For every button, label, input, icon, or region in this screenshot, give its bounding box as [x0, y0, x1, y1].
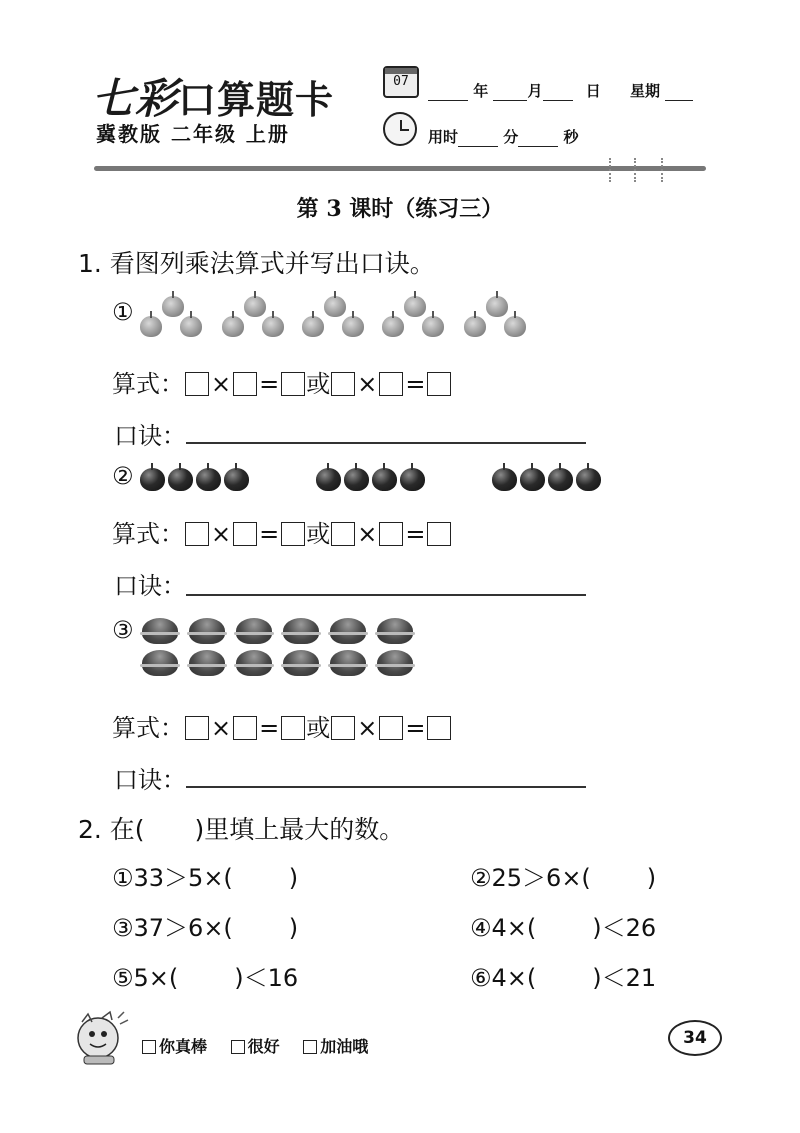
checkbox[interactable]: [303, 1040, 317, 1054]
apple-icon: [316, 468, 341, 491]
rating-option-keep-going[interactable]: [303, 1037, 368, 1056]
bun-icon: [236, 650, 272, 676]
rating-label: 你真棒: [159, 1037, 208, 1056]
answer-box[interactable]: [233, 522, 257, 546]
seconds-label: 秒: [563, 128, 579, 146]
apple-icon: [486, 296, 508, 317]
q2-item-4: [470, 908, 656, 943]
q2-item-2: [470, 858, 656, 893]
bun-icon: [142, 650, 178, 676]
equals-sign: =: [259, 520, 280, 548]
rating-label: 很好: [247, 1037, 280, 1056]
or-label: 或: [306, 370, 331, 398]
month-blank[interactable]: [493, 85, 527, 101]
question-1-prompt: 1. 看图列乘法算式并写出口诀。: [78, 249, 435, 278]
apple-icon: [262, 316, 284, 337]
bun-grid: [142, 618, 422, 682]
equals-sign: =: [259, 370, 280, 398]
clock-icon: [383, 112, 417, 146]
apple-icon: [302, 316, 324, 337]
answer-box[interactable]: [331, 716, 355, 740]
q2-item-text: )＜16: [234, 964, 299, 992]
answer-box[interactable]: [233, 716, 257, 740]
rhyme-answer-line[interactable]: [186, 786, 586, 788]
q2-item-text: )＜21: [592, 964, 657, 992]
minutes-label: 分: [503, 128, 519, 146]
times-sign: ×: [357, 714, 378, 742]
apple-icon: [344, 468, 369, 491]
checkbox[interactable]: [142, 1040, 156, 1054]
calendar-day: 07: [393, 74, 409, 89]
divider-tick: [660, 158, 664, 182]
bun-icon: [142, 618, 178, 644]
q2-item-text: ③37＞6×(: [112, 914, 233, 942]
apple-icon: [140, 316, 162, 337]
bun-icon: [330, 650, 366, 676]
answer-box[interactable]: [185, 716, 209, 740]
or-label: 或: [306, 520, 331, 548]
q2-item-text: ): [288, 864, 299, 892]
rating-option-great[interactable]: [142, 1037, 207, 1056]
divider-tick: [633, 158, 637, 182]
time-label: 用时: [428, 128, 459, 146]
lesson-title: 第 3 课时（练习三）: [296, 196, 504, 222]
q2-item-text: ⑥4×(: [470, 964, 537, 992]
apple-icon: [504, 316, 526, 337]
q2-item-6: [470, 958, 656, 993]
answer-box[interactable]: [331, 522, 355, 546]
rhyme-label: 口诀：: [114, 766, 186, 794]
time-row: [428, 126, 579, 147]
answer-box[interactable]: [427, 372, 451, 396]
date-row: [428, 80, 693, 101]
apple-groups: [140, 294, 540, 344]
q2-item-text: ): [646, 864, 657, 892]
apple-icon: [404, 296, 426, 317]
self-rating: [142, 1034, 386, 1057]
brand-rest: 口算题卡: [178, 77, 335, 122]
divider-tick: [608, 158, 612, 182]
answer-box[interactable]: [281, 522, 305, 546]
day-label: 日: [585, 82, 601, 100]
times-sign: ×: [357, 370, 378, 398]
answer-box[interactable]: [331, 372, 355, 396]
mascot-icon: [72, 1008, 132, 1068]
dark-apple-groups: [140, 464, 610, 494]
q2-item-5: [112, 958, 298, 993]
answer-box[interactable]: [281, 372, 305, 396]
day-blank[interactable]: [543, 85, 573, 101]
weekday-label: 星期: [629, 82, 660, 100]
answer-box[interactable]: [185, 372, 209, 396]
rhyme-answer-line[interactable]: [186, 594, 586, 596]
apple-icon: [324, 296, 346, 317]
answer-box[interactable]: [379, 522, 403, 546]
question-2-prompt: 2. 在( )里填上最大的数。: [78, 815, 405, 844]
bun-icon: [283, 618, 319, 644]
edition-label: 冀教版 二年级 上册: [96, 122, 290, 146]
formula-row-1: [112, 364, 452, 399]
apple-icon: [422, 316, 444, 337]
checkbox[interactable]: [231, 1040, 245, 1054]
apple-icon: [140, 468, 165, 491]
q2-item-3: [112, 908, 298, 943]
times-sign: ×: [211, 714, 232, 742]
brand-script: 七彩: [92, 74, 179, 123]
or-label: 或: [306, 714, 331, 742]
year-blank[interactable]: [428, 85, 468, 101]
calendar-icon: [383, 66, 419, 98]
answer-box[interactable]: [185, 522, 209, 546]
bun-icon: [189, 618, 225, 644]
apple-icon: [342, 316, 364, 337]
times-sign: ×: [357, 520, 378, 548]
formula-row-2: [112, 514, 452, 549]
marker-3: ③: [112, 616, 134, 644]
times-sign: ×: [211, 520, 232, 548]
q2-item-1: [112, 858, 298, 893]
rating-label: 加油哦: [320, 1037, 369, 1056]
header-divider: [94, 166, 706, 171]
formula-row-3: [112, 708, 452, 743]
apple-icon: [244, 296, 266, 317]
marker-1: ①: [112, 298, 134, 326]
bun-icon: [189, 650, 225, 676]
formula-label: 算式：: [112, 714, 184, 742]
q2-item-text: ⑤5×(: [112, 964, 179, 992]
apple-icon: [400, 468, 425, 491]
bun-icon: [377, 650, 413, 676]
apple-icon: [180, 316, 202, 337]
formula-label: 算式：: [112, 520, 184, 548]
equals-sign: =: [405, 370, 426, 398]
month-label: 月: [527, 82, 543, 100]
equals-sign: =: [405, 520, 426, 548]
rhyme-label: 口诀：: [114, 572, 186, 600]
answer-box[interactable]: [427, 716, 451, 740]
answer-box[interactable]: [379, 372, 403, 396]
rhyme-answer-line[interactable]: [186, 442, 586, 444]
apple-icon: [464, 316, 486, 337]
rating-option-good[interactable]: [231, 1037, 280, 1056]
bun-icon: [330, 618, 366, 644]
times-sign: ×: [211, 370, 232, 398]
answer-box[interactable]: [281, 716, 305, 740]
brand-title: [92, 66, 334, 126]
rhyme-label: 口诀：: [114, 422, 186, 450]
bun-icon: [377, 618, 413, 644]
answer-box[interactable]: [427, 522, 451, 546]
apple-icon: [224, 468, 249, 491]
bun-icon: [283, 650, 319, 676]
apple-icon: [520, 468, 545, 491]
minutes-blank[interactable]: [458, 131, 498, 147]
apple-icon: [162, 296, 184, 317]
apple-icon: [382, 316, 404, 337]
q2-item-text: ④4×(: [470, 914, 537, 942]
apple-icon: [576, 468, 601, 491]
q2-item-text: )＜26: [592, 914, 657, 942]
q2-item-text: ②25＞6×(: [470, 864, 591, 892]
equals-sign: =: [259, 714, 280, 742]
bun-icon: [236, 618, 272, 644]
year-label: 年: [473, 82, 489, 100]
formula-label: 算式：: [112, 370, 184, 398]
q2-item-text: ): [288, 914, 299, 942]
apple-icon: [372, 468, 397, 491]
marker-2: ②: [112, 462, 134, 490]
apple-icon: [196, 468, 221, 491]
apple-icon: [222, 316, 244, 337]
page-number: 34: [668, 1020, 722, 1056]
apple-icon: [492, 468, 517, 491]
seconds-blank[interactable]: [518, 131, 558, 147]
weekday-blank[interactable]: [665, 85, 693, 101]
apple-icon: [168, 468, 193, 491]
answer-box[interactable]: [233, 372, 257, 396]
equals-sign: =: [405, 714, 426, 742]
q2-item-text: ①33＞5×(: [112, 864, 233, 892]
apple-icon: [548, 468, 573, 491]
answer-box[interactable]: [379, 716, 403, 740]
